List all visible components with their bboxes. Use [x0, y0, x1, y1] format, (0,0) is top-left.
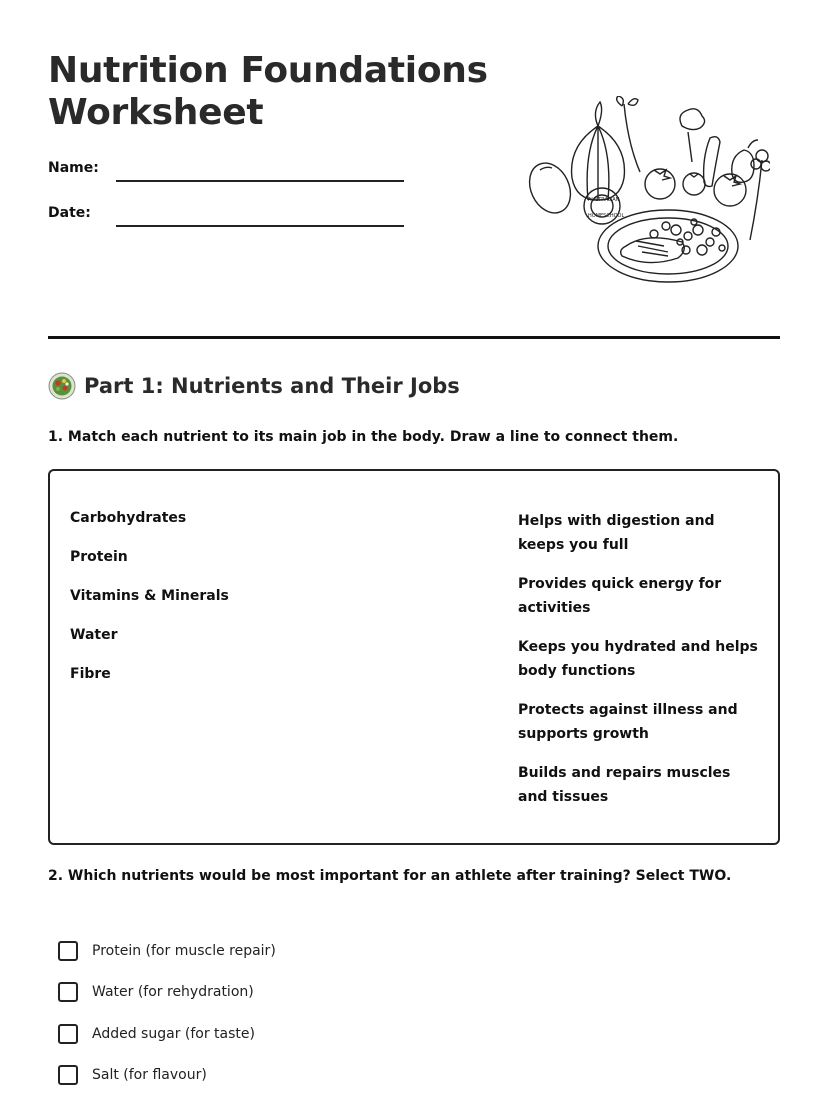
job-item[interactable]: Provides quick energy for activities	[518, 576, 722, 616]
option-label: Protein (for muscle repair)	[92, 942, 276, 959]
nutrient-item[interactable]: Water	[70, 627, 118, 643]
date-label: Date:	[48, 205, 91, 221]
checkbox[interactable]	[58, 941, 78, 961]
vegetables-and-plate-illustration	[526, 96, 770, 288]
job-list	[518, 509, 758, 824]
question-1-prompt: 1. Match each nutrient to its main job in the body. Draw a line to connect them.	[48, 429, 679, 445]
job-item[interactable]: Protects against illness and supports growth	[518, 702, 738, 742]
title-line-1: Nutrition Foundations	[48, 50, 488, 91]
title-line-2: Worksheet	[48, 92, 264, 133]
option-label: Water (for rehydration)	[92, 984, 254, 1001]
salad-bowl-icon	[48, 372, 76, 400]
job-item[interactable]: Helps with digestion and keeps you full	[518, 513, 715, 553]
checkbox[interactable]	[58, 1024, 78, 1044]
option-added-sugar[interactable]	[58, 1013, 276, 1055]
stamp-text-bottom: HOMESCHOOL	[588, 213, 625, 219]
question-2-prompt: 2. Which nutrients would be most important for an athlete after training? Select TWO.	[48, 868, 732, 884]
option-protein[interactable]	[58, 930, 276, 972]
option-salt[interactable]	[58, 1055, 276, 1097]
option-label: Added sugar (for taste)	[92, 1025, 255, 1042]
part1-heading	[48, 372, 460, 400]
part1-title: Part 1: Nutrients and Their Jobs	[84, 374, 460, 398]
nutrient-item[interactable]: Carbohydrates	[70, 510, 187, 526]
nutrient-item[interactable]: Vitamins & Minerals	[70, 588, 229, 604]
job-item[interactable]: Keeps you hydrated and helps body functions	[518, 639, 758, 679]
matching-box	[48, 469, 780, 845]
option-water[interactable]	[58, 972, 276, 1014]
question-2-options	[58, 930, 276, 1096]
date-field[interactable]	[116, 225, 404, 227]
name-field[interactable]	[116, 180, 404, 182]
stamp-text-top: AUSTRALIAN	[588, 197, 620, 203]
section-divider	[48, 336, 780, 339]
nutrient-item[interactable]: Fibre	[70, 666, 111, 682]
checkbox[interactable]	[58, 982, 78, 1002]
option-label: Salt (for flavour)	[92, 1067, 207, 1084]
job-item[interactable]: Builds and repairs muscles and tissues	[518, 765, 731, 805]
name-label: Name:	[48, 160, 99, 176]
checkbox[interactable]	[58, 1065, 78, 1085]
worksheet-title	[48, 50, 488, 134]
nutrient-item[interactable]: Protein	[70, 549, 128, 565]
nutrient-list	[70, 509, 229, 704]
